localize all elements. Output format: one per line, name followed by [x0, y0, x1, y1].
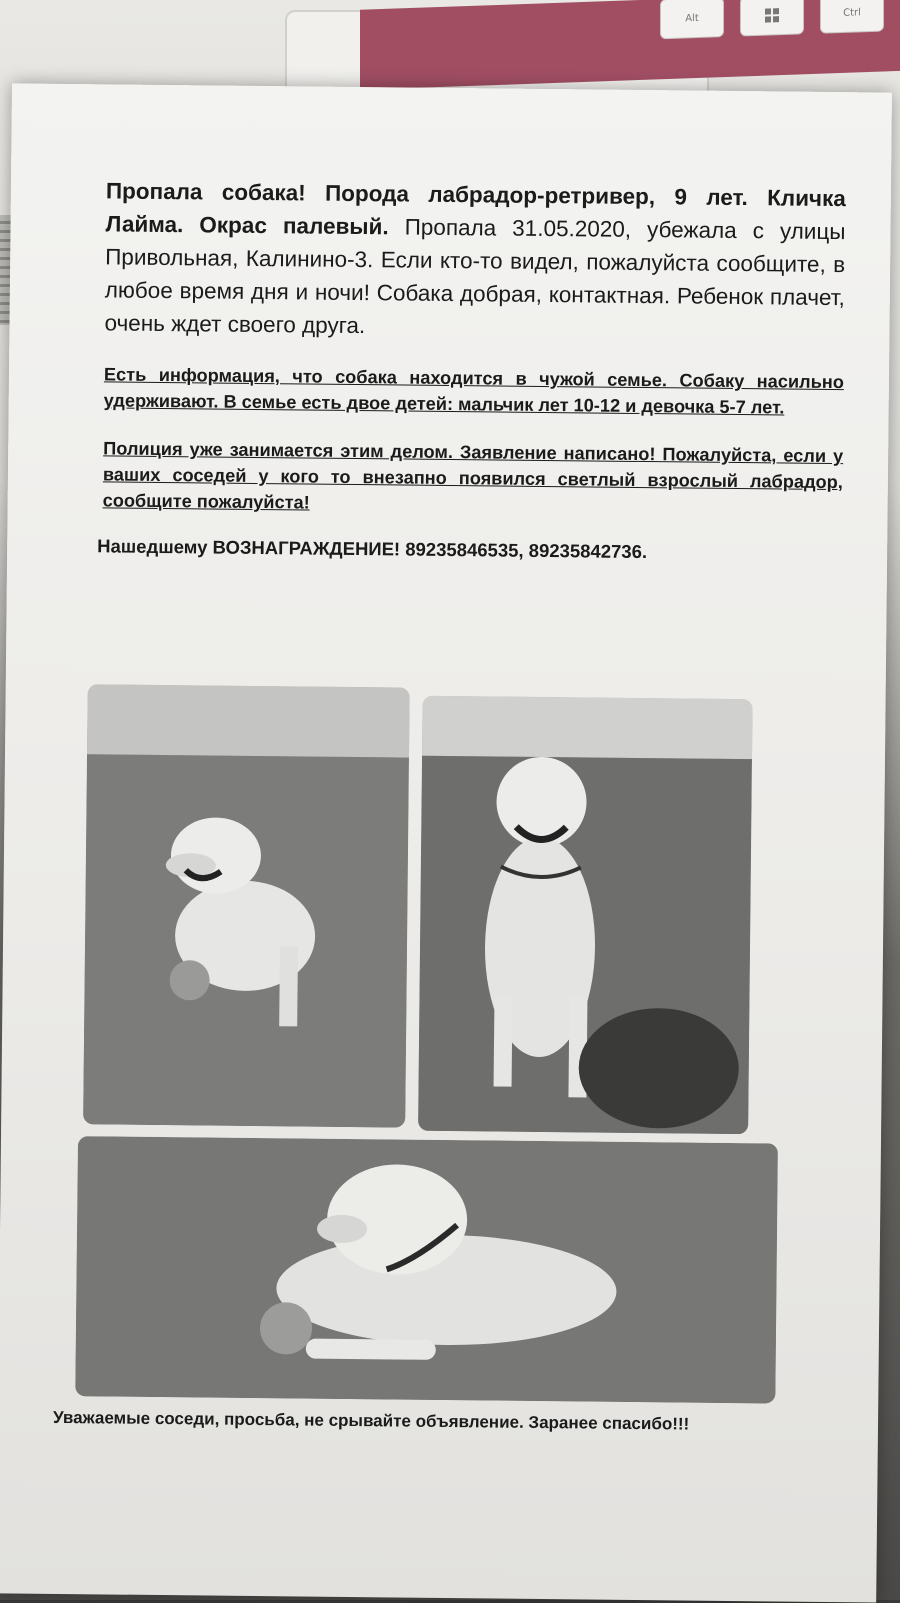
- flyer-info-police: Полиция уже занимается этим делом. Заявление написано! Пожалуйста, если у ваших соседей у кого то внезапно появился светлый взрослый лабрадор, сообщите пожалуйста!: [102, 438, 844, 513]
- dog-photo-lying: [83, 684, 410, 1127]
- key-alt: Alt: [660, 0, 724, 39]
- flyer-reward-phones: Нашедшему ВОЗНАГРАЖДЕНИЕ! 89235846535, 89235842736.: [97, 535, 648, 563]
- flyer-lead-bold: Пропала собака! Порода лабрадор-ретривер, 9 лет. Кличка Лайма. Окрас палевый.: [105, 178, 846, 240]
- flyer-lead-paragraph: [104, 174, 846, 347]
- key-windows: [740, 0, 804, 37]
- dog-photo-sitting: [418, 696, 753, 1134]
- dog-photos: [80, 684, 788, 1411]
- flyer-text: [97, 174, 846, 565]
- lost-dog-flyer: [0, 83, 892, 1602]
- flyer-footer-request: Уважаемые соседи, просьба, не срывайте объявление. Заранее спасибо!!!: [52, 1407, 690, 1434]
- windows-icon: [764, 7, 780, 24]
- flyer-lead-rest: Пропала 31.05.2020, убежала с улицы Привольная, Калинино-3. Если кто-то видел, пожалуйста сообщите, в любое время дня и ночи! Собака добрая, контактная. Ребенок плачет, очень ждет своего друга.: [104, 214, 846, 339]
- dog-photo-resting: [75, 1136, 778, 1403]
- flyer-info-family: Есть информация, что собака находится в чужой семье. Собаку насильно удерживают. В семье есть двое детей: мальчик лет 10-12 и девочка 5-7 лет.: [103, 364, 845, 418]
- key-ctrl: Ctrl: [820, 0, 884, 34]
